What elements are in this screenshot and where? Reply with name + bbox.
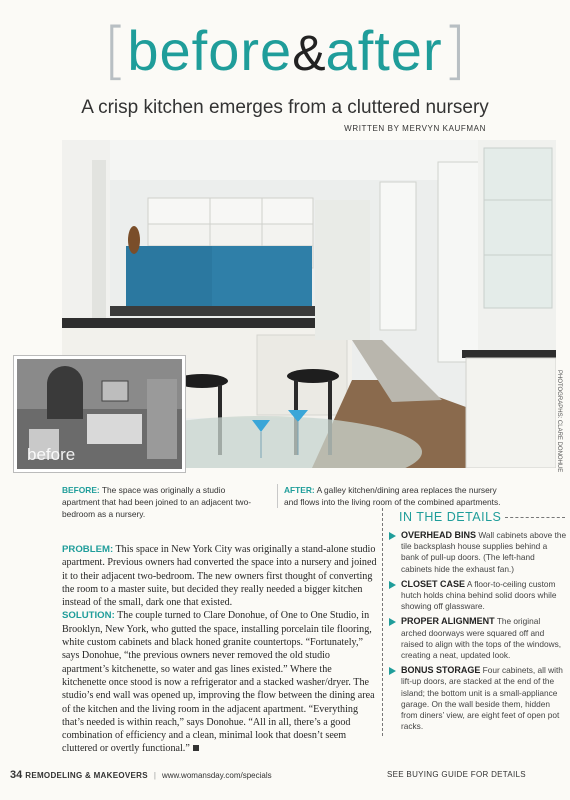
article-body	[62, 543, 377, 756]
detail-item	[393, 616, 567, 661]
buying-guide-note: SEE BUYING GUIDE FOR DETAILS	[387, 770, 526, 779]
details-sidebar	[382, 508, 567, 736]
magazine-name: REMODELING & MAKEOVERS	[25, 771, 148, 780]
detail-key: CLOSET CASE	[401, 578, 466, 589]
before-caption-key: BEFORE:	[62, 485, 100, 495]
page-title	[0, 14, 570, 87]
solution-text: The couple turned to Clare Donohue, of One to One Studio, in Brooklyn, New York, who gutted the space, installing porcelain tile flooring, white custom cabinets and black honed granite countertops. “Fortunately,” says Donohue, “the previous owners never removed the old studio apartment’s kitchenette, so water and gas lines existed.” Where the kitchenette once stood is now a refrigerator and a stacked washer/dryer. The studio’s end wall was opened up, improving the flow between the dining area of the kitchen and the living room in the adjacent apartment. “Everything that’s needed is within reach,” says Donohue. “All in all, there’s a good combination of efficiency and a clean, minimal look that doesn’t seem cluttered or overtly functional.”	[62, 610, 375, 755]
after-caption-key: AFTER:	[284, 485, 315, 495]
detail-text: The original arched doorways were squared off and raised to align with the tops of the windows, creating a neat, updated look.	[401, 616, 562, 661]
photo-credit: PHOTOGRAPHS: CLARE DONOHUE	[556, 370, 562, 473]
title-before: before	[127, 19, 293, 82]
before-caption	[62, 484, 262, 520]
subtitle: A crisp kitchen emerges from a cluttered nursery	[81, 97, 489, 118]
detail-text: A floor-to-ceiling custom hutch holds china behind solid doors while showing off glassware.	[401, 578, 557, 612]
end-mark-icon	[193, 745, 199, 751]
after-caption	[277, 484, 506, 508]
detail-text: Wall cabinets above the tile backsplash house supplies behind a bank of pull-up doors. (The left-hand cabinets hide the exhaust fan.)	[401, 530, 567, 574]
detail-item	[393, 665, 567, 732]
footer-left	[10, 769, 272, 781]
triangle-bullet-icon	[389, 618, 396, 626]
sidebar-title: IN THE DETAILS	[399, 510, 567, 524]
detail-text: Four cabinets, all with lift-up doors, are stacked at the end of the island; the bottom unit is a small-appliance garage. On the wall beside them, hidden from diners’ view, are eight feet of open pot racks.	[401, 665, 563, 732]
left-bracket: [	[103, 14, 128, 87]
problem-key: PROBLEM:	[62, 544, 114, 555]
triangle-bullet-icon	[389, 581, 396, 589]
detail-item	[393, 579, 567, 613]
byline: WRITTEN BY MERVYN KAUFMAN	[344, 124, 486, 133]
solution-paragraph	[62, 609, 377, 755]
before-caption-text: The space was originally a studio apartment that had been joined to an adjacent two-bedroom as a nursery.	[62, 485, 252, 519]
triangle-bullet-icon	[389, 532, 396, 540]
right-bracket: ]	[442, 14, 467, 87]
after-caption-text: A galley kitchen/dining area replaces the nursery and flows into the living room of the combined apartments.	[284, 485, 501, 507]
website-link[interactable]: www.womansday.com/specials	[161, 771, 272, 780]
before-inset-photo	[14, 356, 185, 472]
detail-key: BONUS STORAGE	[401, 665, 481, 676]
detail-item	[393, 530, 567, 575]
title-after: after	[325, 19, 443, 82]
before-inset-label: before	[27, 445, 76, 464]
triangle-bullet-icon	[389, 667, 396, 675]
solution-key: SOLUTION:	[62, 610, 115, 622]
page-number: 34	[10, 769, 23, 781]
problem-text: This space in New York City was originally a stand-alone studio apartment. Previous owners had converted the space into a nursery and joined it to their adjacent two-bedroom. The new owners first thought of converting the room to a master suite, but decided they really needed a bigger kitchen instead of the small, dark one that existed.	[62, 544, 377, 609]
detail-key: OVERHEAD BINS	[401, 530, 477, 540]
footer-separator: |	[153, 771, 156, 780]
detail-key: PROPER ALIGNMENT	[401, 616, 495, 627]
problem-paragraph	[62, 543, 377, 609]
title-ampersand: &	[292, 25, 326, 81]
